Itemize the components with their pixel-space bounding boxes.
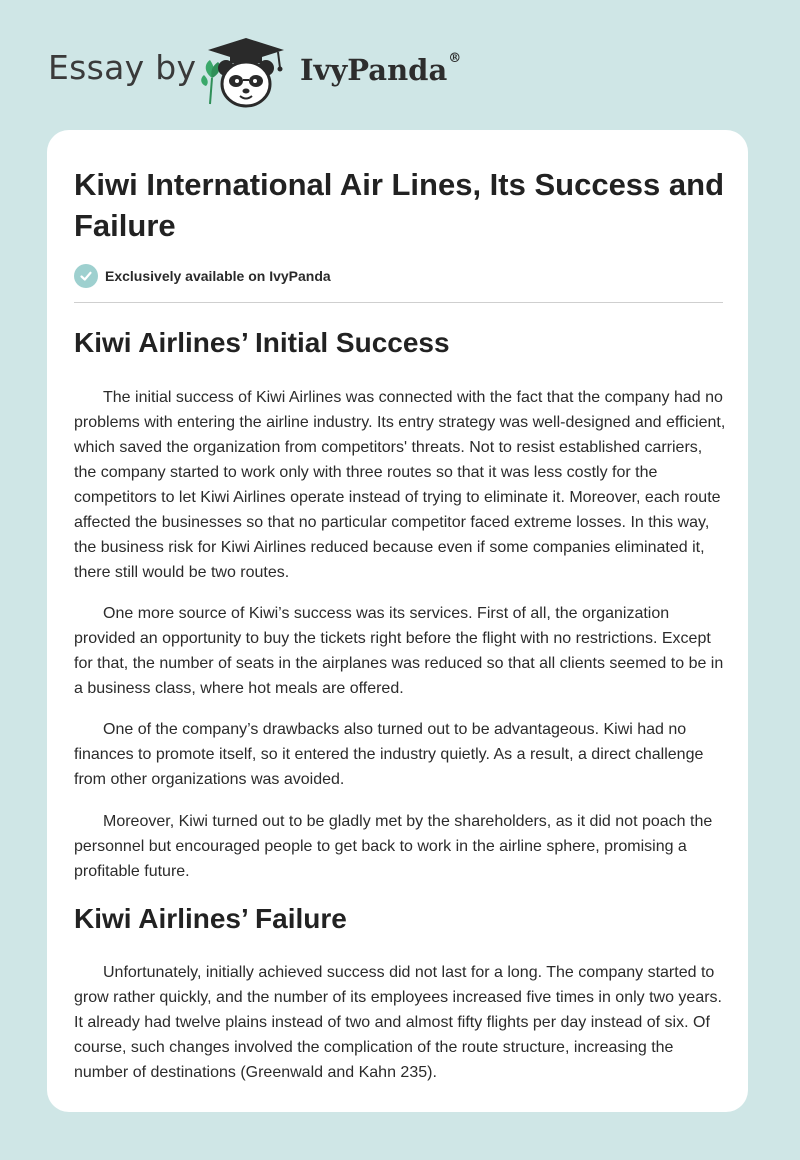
- paragraph: The initial success of Kiwi Airlines was connected with the fact that the company had no problems with entering the airline industry. Its entry strategy was well-designed and efficient, which saved the organization from competitors' threats. Not to resist established carriers, the company started to work only with three routes so that it was less costly for the competitors to let Kiwi Airlines operate instead of trying to eliminate it. Moreover, each route affected the businesses so that no particular competitor faced extreme losses. In this way, the business risk for Kiwi Airlines reduced because even if some companies eliminated it, there still would be two routes.: [74, 389, 726, 581]
- divider: [74, 302, 723, 303]
- essay-card: [47, 130, 748, 1112]
- registered-mark: ®: [448, 51, 462, 66]
- site-header: [0, 0, 800, 120]
- section-heading-failure: Kiwi Airlines’ Failure: [74, 903, 347, 934]
- exclusive-label: Exclusively available on IvyPanda: [105, 268, 331, 284]
- section-heading-initial-success: Kiwi Airlines’ Initial Success: [74, 327, 450, 358]
- paragraph: Moreover, Kiwi turned out to be gladly met by the shareholders, as it did not poach the personnel but encouraged people to get back to work in the airline sphere, promising a profitable future.: [74, 813, 713, 880]
- panda-graduate-logo-icon[interactable]: [200, 34, 292, 110]
- essay-title: Kiwi International Air Lines, Its Success and Failure: [74, 167, 725, 243]
- paragraph: One of the company’s drawbacks also turned out to be advantageous. Kiwi had no finances to promote itself, so it entered the industry quietly. As a result, a direct challenge from other organizations was avoided.: [74, 721, 704, 788]
- paragraph: Unfortunately, initially achieved success did not last for a long. The company started to grow rather quickly, and the number of its employees increased five times in only two years. It already had twelve plains instead of two and almost fifty flights per day instead of six. Of course, such changes involved the complication of the route structure, increasing the number of destinations (Greenwald and Kahn 235).: [74, 964, 722, 1081]
- exclusive-badge: [74, 264, 331, 288]
- brand-name[interactable]: IvyPanda®: [300, 51, 462, 87]
- essay-by-label: Essay by: [48, 48, 197, 87]
- check-icon: [74, 264, 98, 288]
- paragraph: One more source of Kiwi’s success was its services. First of all, the organization provided an opportunity to buy the tickets right before the flight with no restrictions. Except for that, the number of seats in the airplanes was reduced so that all clients seemed to be in a business class, where hot meals are offered.: [74, 605, 724, 697]
